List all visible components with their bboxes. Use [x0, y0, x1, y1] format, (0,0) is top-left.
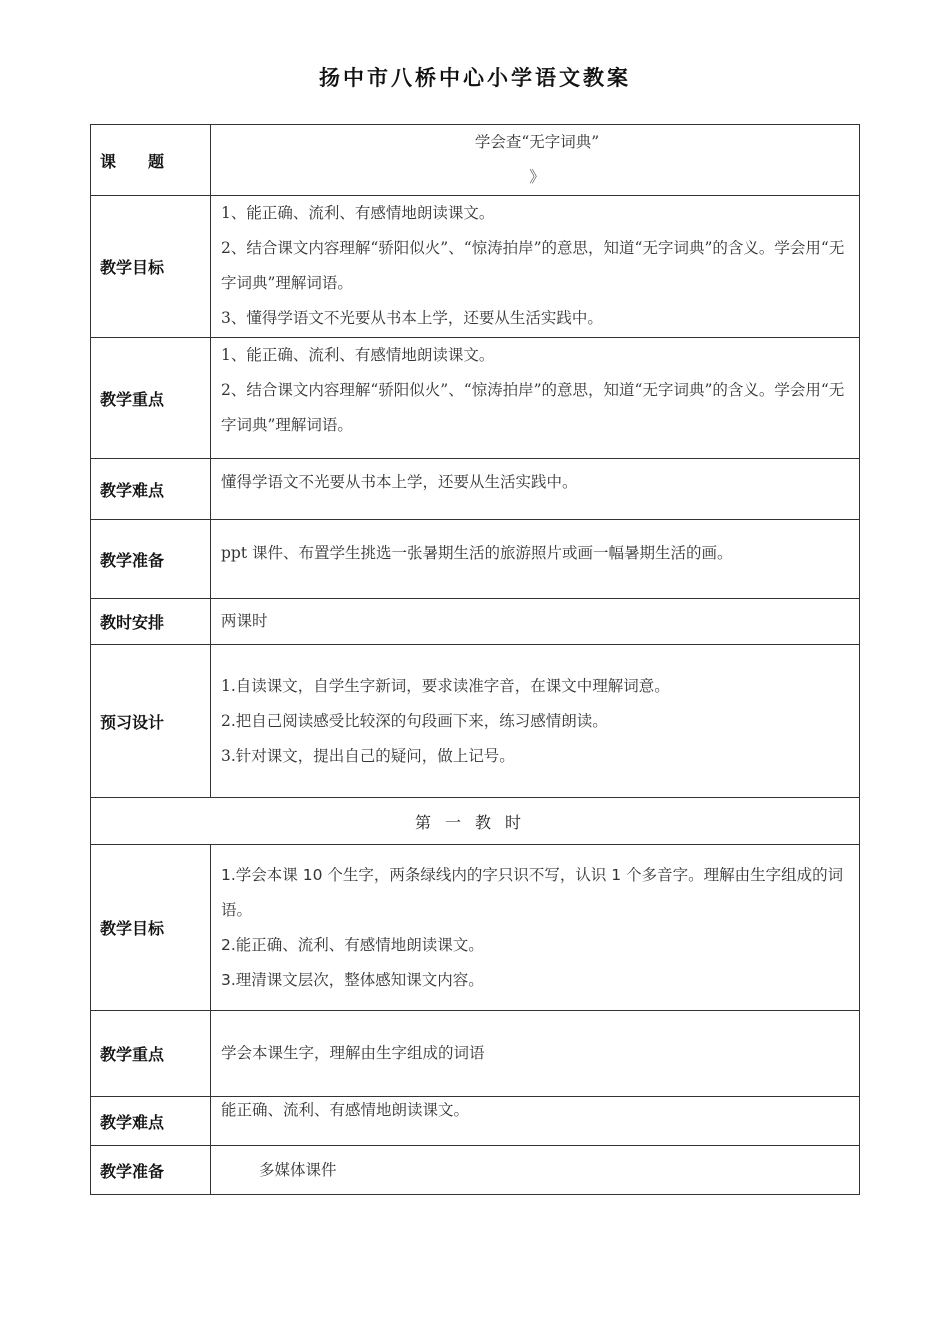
lesson-topic-line: 学会查“无字词典” [474, 133, 600, 151]
row-label-difficulty-2: 教学难点 [91, 1097, 211, 1146]
key-content [211, 338, 860, 459]
list-item: 1、能正确、流利、有感情地朗读课文。 [221, 346, 495, 364]
table-row [91, 196, 860, 338]
list-item: 2、结合课文内容理解“骄阳似火”、“惊涛拍岸”的意思，知道“无字词典”的含义。学会用“无字词典”理解词语。 [221, 381, 845, 434]
list-item: 3、懂得学语文不光要从书本上学，还要从生活实践中。 [221, 309, 603, 327]
table-row [91, 1011, 860, 1097]
table-row [91, 599, 860, 645]
goals2-content [211, 845, 860, 1011]
row-label-prep: 教学准备 [91, 520, 211, 599]
table-row [91, 845, 860, 1011]
list-item: 1.自读课文，自学生字新词，要求读准字音，在课文中理解词意。 [221, 676, 670, 695]
table-row [91, 338, 860, 459]
section-heading: 第一教时 [91, 798, 860, 845]
key2-content: 学会本课生字，理解由生字组成的词语 [211, 1011, 860, 1097]
table-row [91, 459, 860, 520]
table-row [91, 1146, 860, 1195]
difficulty2-content: 能正确、流利、有感情地朗读课文。 [211, 1097, 860, 1146]
document-title: 扬中市八桥中心小学语文教案 [319, 65, 631, 90]
table-row [91, 798, 860, 845]
row-label-difficulty: 教学难点 [91, 459, 211, 520]
row-label-topic: 课 题 [91, 125, 211, 196]
goals-content [211, 196, 860, 338]
list-item: 1、能正确、流利、有感情地朗读课文。 [221, 204, 495, 222]
row-label-key: 教学重点 [91, 338, 211, 459]
preview-content [211, 645, 860, 798]
prep-content: ppt 课件、布置学生挑选一张暑期生活的旅游照片或画一幅暑期生活的画。 [211, 520, 860, 599]
row-label-schedule: 教时安排 [91, 599, 211, 645]
prep2-content: 多媒体课件 [211, 1146, 860, 1195]
lesson-plan-table [90, 124, 860, 1195]
list-item: 3.针对课文，提出自己的疑问，做上记号。 [221, 746, 515, 765]
row-label-goals: 教学目标 [91, 196, 211, 338]
row-label-preview: 预习设计 [91, 645, 211, 798]
list-item: 2.能正确、流利、有感情地朗读课文。 [221, 935, 484, 954]
list-item: 1.学会本课 10 个生字，两条绿线内的字只识不写，认识 1 个多音字。理解由生字组成的词语。 [221, 865, 844, 919]
lesson-topic [211, 125, 860, 196]
list-item: 3.理清课文层次，整体感知课文内容。 [221, 970, 484, 989]
row-label-goals-2: 教学目标 [91, 845, 211, 1011]
list-item: 2、结合课文内容理解“骄阳似火”、“惊涛拍岸”的意思，知道“无字词典”的含义。学会用“无字词典”理解词语。 [221, 239, 845, 292]
difficulty-content: 懂得学语文不光要从书本上学，还要从生活实践中。 [211, 459, 860, 520]
table-row [91, 645, 860, 798]
list-item: 2.把自己阅读感受比较深的句段画下来，练习感情朗读。 [221, 711, 608, 730]
table-row [91, 125, 860, 196]
row-label-key-2: 教学重点 [91, 1011, 211, 1097]
lesson-topic-line: 》 [529, 168, 545, 186]
row-label-prep-2: 教学准备 [91, 1146, 211, 1195]
table-row [91, 520, 860, 599]
table-row [91, 1097, 860, 1146]
schedule-content: 两课时 [211, 599, 860, 645]
